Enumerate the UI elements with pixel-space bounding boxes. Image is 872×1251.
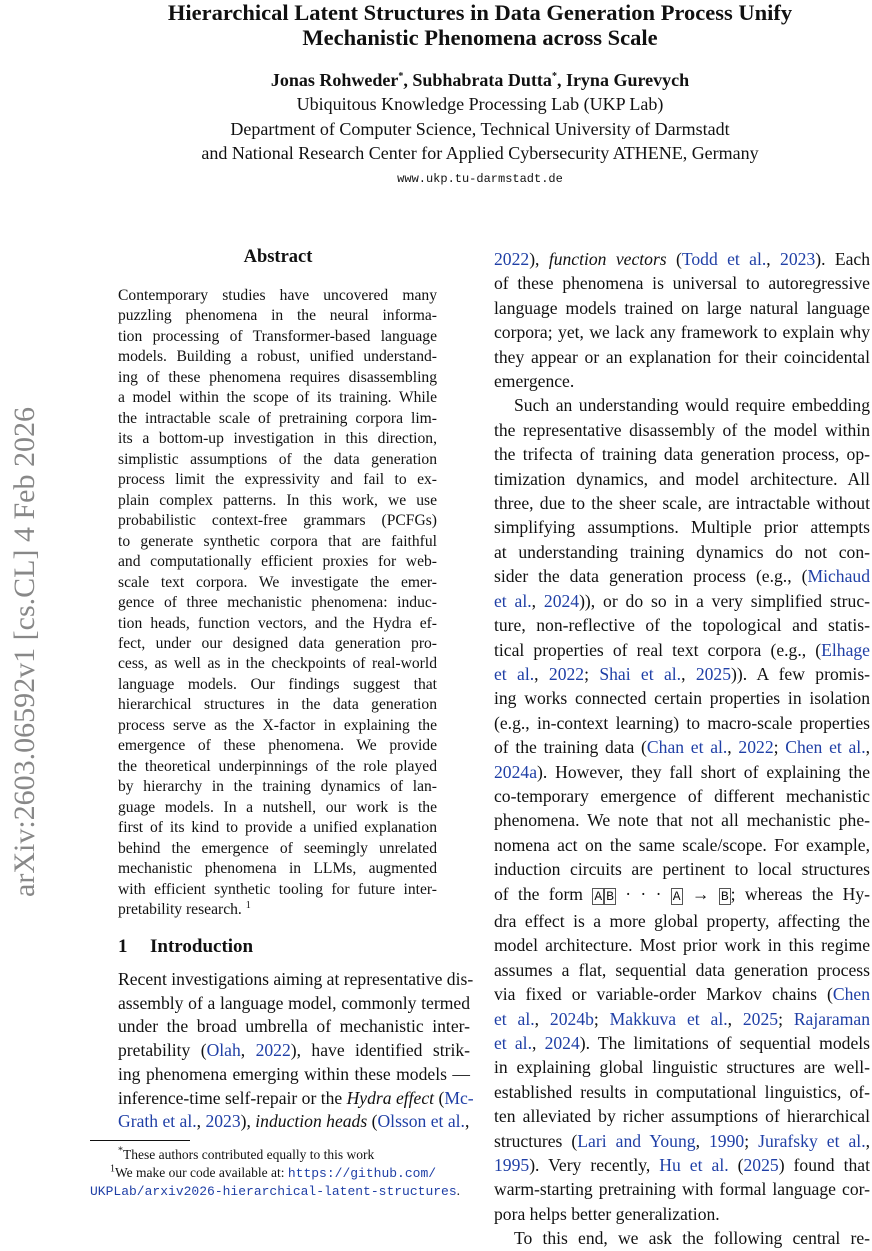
text-span: ; [593, 1008, 610, 1029]
text-line: tion processing of Transformer-based language [118, 327, 437, 345]
text-line: probabilistic context-free grammars (PCFGs) [118, 512, 437, 530]
text-span: ; [778, 1008, 794, 1029]
citation-link[interactable]: 1990 [709, 1130, 745, 1151]
author: , Iryna Gurevych [556, 70, 690, 90]
text-line: the theoretical underpinnings of the role played [118, 757, 437, 775]
text-span: , [695, 1130, 709, 1151]
text-span: , [766, 249, 781, 269]
text-line: gence of three mechanistic phenomena: induc- [118, 594, 437, 612]
text-line: three, due to the sheer scale, are intractable without [494, 493, 870, 514]
text-line: emergence of these phenomena. We provide [118, 737, 437, 755]
footnote-code [110, 1164, 436, 1182]
token-box: A [594, 888, 603, 904]
citation-link[interactable]: et al. [494, 1033, 532, 1053]
citation-link[interactable]: Chan et al. [646, 737, 728, 758]
text-span: sider the data generation process (e.g., ( [494, 566, 808, 587]
text-line: under the broad umbrella of mechanistic inter- [118, 1016, 470, 1037]
text-span: , [464, 1111, 470, 1132]
paper-title [60, 0, 872, 50]
text-line: guage models. In a nutshell, our work is the [118, 798, 437, 816]
citation-link[interactable]: 2022 [494, 249, 530, 269]
text-line: simplifying assumptions. Multiple prior attempts [494, 517, 870, 538]
section-heading-introduction [118, 936, 253, 958]
text-line: ture, non-reflective of the topological and statis- [494, 615, 870, 636]
italic-term: induction heads [255, 1111, 368, 1132]
text-span: structures ( [494, 1130, 578, 1151]
text-line: established results in computational linguistics, of- [494, 1081, 870, 1102]
text-line: with efficient synthetic tooling for future inter- [118, 880, 437, 898]
text-line: tion heads, function vectors, and the Hydra ef- [118, 614, 437, 632]
text-span: of the form [494, 883, 593, 904]
text-span: ( [367, 1111, 378, 1132]
footnote-equal-contribution [118, 1146, 374, 1163]
text-line [494, 735, 870, 759]
text-line: ing of these phenomena requires disassembling [118, 368, 437, 386]
citation-link[interactable]: 2022 [738, 737, 774, 758]
text-span: ). The limitations of sequential models [579, 1033, 870, 1053]
text-span: , [727, 737, 739, 758]
text-line: behind the emergence of seemingly unrelated [118, 839, 437, 857]
arxiv-stamp: arXiv:2603.06592v1 [cs.CL] 4 Feb 2026 [8, 407, 41, 897]
section-number: 1 [118, 936, 128, 957]
equal-contrib-mark: * [398, 71, 404, 82]
citation-link[interactable]: Olsson et al. [377, 1111, 465, 1132]
citation-link[interactable]: 2025 [743, 1155, 779, 1176]
text-span: ; [584, 663, 600, 684]
lab-url[interactable]: www.ukp.tu-darmstadt.de [397, 172, 563, 186]
text-line: Contemporary studies have uncovered many [118, 287, 437, 304]
footnote-mark: * [118, 1145, 123, 1157]
text-line: timization dynamics, and model architecture. All [494, 468, 870, 489]
citation-link[interactable]: Todd et al. [681, 249, 767, 269]
text-span: tical properties of real text corpora (e.g., ( [494, 639, 822, 660]
text-line: of these phenomena is universal to autoregressive [494, 273, 870, 294]
text-line: process serve as the X-factor in explaining the [118, 716, 437, 734]
footnote-text: We make our code available at: [115, 1165, 288, 1180]
author: Jonas Rohweder [270, 70, 399, 90]
author: , Subhabrata Dutta [403, 70, 552, 90]
citation-link[interactable]: 2025 [695, 663, 732, 684]
text-span: ). Each [815, 249, 871, 269]
text-span: inference-time self-repair or the [118, 1087, 347, 1108]
citation-link[interactable]: 2022 [255, 1040, 291, 1061]
text-line: model architecture. Most prior work in this regime [494, 935, 870, 956]
token-box: A [672, 888, 681, 904]
citation-link[interactable]: 2024 [544, 1033, 580, 1053]
text-span: , [531, 1033, 545, 1053]
text-line: simplistic assumptions of the data generation [118, 450, 437, 468]
text-span: , [534, 1008, 550, 1029]
text-span: ( [728, 1155, 744, 1176]
citation-link[interactable]: Jurafsky et al. [758, 1130, 866, 1151]
text-line: nomena act on the same scale/scope. For example, [494, 834, 870, 855]
text-line [118, 1087, 474, 1111]
text-span: )), or do so in a very simplified struc- [579, 590, 870, 611]
title-line: Hierarchical Latent Structures in Data Generation Process Unify [167, 0, 793, 25]
citation-link[interactable]: et al. [494, 590, 532, 611]
italic-term: Hydra effect [346, 1087, 435, 1108]
code-link[interactable]: UKPLab/arxiv2026-hierarchical-latent-structures [90, 1184, 457, 1199]
text-line [494, 760, 870, 784]
citation-link[interactable]: Lari and Young [577, 1130, 696, 1151]
text-span: pretability research. [118, 901, 246, 919]
text-line [494, 247, 870, 271]
citation-link[interactable]: 2022 [548, 663, 585, 684]
text-line [494, 638, 870, 662]
text-line: at understanding training dynamics do not con- [494, 541, 870, 562]
citation-link[interactable]: Chen et al. [785, 737, 866, 758]
text-line: (e.g., in-context learning) to macro-scale properties [494, 712, 870, 733]
text-line: emergence. [494, 371, 575, 392]
text-line: a model within the scope of its training. While [118, 389, 437, 407]
text-line [118, 1039, 470, 1063]
citation-link[interactable]: 2024 [543, 590, 580, 611]
text-line: ing works connected certain properties in isolation [494, 688, 870, 709]
citation-link[interactable]: Makkuva et al. [609, 1008, 728, 1029]
abstract-heading: Abstract [243, 247, 313, 267]
text-line [494, 589, 870, 613]
citation-link[interactable]: et al. [494, 1008, 535, 1029]
text-span: , [196, 1111, 206, 1132]
text-span: pretability ( [118, 1040, 207, 1061]
citation-link[interactable]: Mc- [444, 1087, 474, 1108]
abstract-body [118, 286, 437, 921]
text-line: corpora; yet, we lack any framework to explain why [494, 322, 870, 343]
text-line [494, 662, 870, 686]
text-line: the trifecta of training data generation process, op- [494, 444, 870, 465]
title-line: Mechanistic Phenomena across Scale [302, 25, 658, 50]
italic-term: function vectors [548, 249, 667, 269]
text-line [494, 1129, 870, 1153]
right-column-body [494, 247, 870, 1251]
citation-link[interactable]: 2023 [205, 1111, 241, 1132]
citation-link[interactable]: Elhage [821, 639, 870, 660]
token-box: B [606, 888, 614, 904]
text-line: pora helps better generalization. [494, 1203, 720, 1224]
text-span: of the training data ( [494, 737, 647, 758]
text-line [494, 882, 870, 909]
text-line: process limit the expressivity and fail to ex- [118, 471, 437, 489]
footnote-ref[interactable]: 1 [245, 899, 251, 911]
text-line [494, 982, 870, 1006]
text-span: ). However, they fall short of explaining the [537, 761, 870, 782]
text-line: first of its kind to provide a unified explanation [118, 819, 437, 837]
footnote-text: These authors contributed equally to this work [123, 1147, 375, 1162]
text-line: scale text corpora. We investigate the emer- [118, 573, 437, 591]
footnote-rule [90, 1140, 190, 1141]
text-line: in explaining global linguistic structures are well- [494, 1057, 870, 1078]
text-line [494, 1153, 870, 1177]
affiliation: Ubiquitous Knowledge Processing Lab (UKP Lab) [296, 94, 664, 114]
text-span: ; whereas the Hy- [730, 883, 870, 904]
text-line: cess, as well as in the checkpoints of real-world [118, 655, 437, 673]
citation-link[interactable]: et al. [494, 663, 535, 684]
section-title: Introduction [150, 936, 254, 957]
text-span: , [681, 663, 696, 684]
text-line: models. Building a robust, unified understand- [118, 348, 437, 366]
text-span: ), [529, 249, 549, 269]
text-line: puzzling phenomena in the neural informa- [118, 307, 437, 325]
text-line: assumes a flat, sequential data generation process [494, 959, 870, 980]
text-line [494, 1031, 870, 1055]
affiliation: and National Research Center for Applied Cybersecurity ATHENE, Germany [201, 143, 759, 163]
text-line: ing phenomena emerging within these models — [118, 1063, 470, 1084]
citation-link[interactable]: Grath et al. [118, 1111, 197, 1132]
authors [60, 70, 872, 91]
text-span: , [865, 1130, 871, 1151]
citation-link[interactable]: Michaud [807, 566, 870, 587]
text-line: fect, under our designed data generation pro- [118, 634, 437, 652]
citation-link[interactable]: Hu et al. [659, 1155, 729, 1176]
text-line: assembly of a language model, commonly termed [118, 992, 470, 1013]
citation-link[interactable]: Chen [832, 984, 870, 1005]
footnote-mark: 1 [110, 1163, 115, 1175]
footnote-text: . [456, 1183, 461, 1198]
text-line [118, 900, 437, 920]
text-line: its a bottom-up investigation in this direction, [118, 430, 437, 448]
token-box: B [720, 888, 729, 904]
citation-link[interactable]: Rajaraman [793, 1008, 871, 1029]
citation-link[interactable]: 2025 [742, 1008, 779, 1029]
code-link[interactable]: https://github.com/ [287, 1166, 437, 1181]
text-line: co-temporary emergence of different mechanistic [494, 785, 870, 806]
text-line: to generate synthetic corpora that are faithful [118, 532, 437, 550]
text-span: ), [240, 1111, 256, 1132]
citation-link[interactable]: 2023 [780, 249, 816, 269]
equal-contrib-mark: * [551, 71, 557, 82]
text-span: ). Very recently, [529, 1155, 660, 1176]
text-line: Such an understanding would require embedding [514, 395, 870, 416]
text-span: )). A few promis- [731, 663, 871, 684]
text-line: they appear or an explanation for their coincidental [494, 346, 870, 367]
text-line: warm-starting pretraining with formal language cor- [494, 1179, 870, 1200]
citation-link[interactable]: 2024a [494, 761, 537, 782]
text-span: ( [666, 249, 682, 269]
citation-link[interactable]: 1995 [494, 1155, 530, 1176]
text-span: via fixed or variable-order Markov chains ( [494, 984, 833, 1005]
text-line: the representative disassembly of the model within [494, 419, 870, 440]
text-line: by hierarchy in the training dynamics of lan- [118, 778, 437, 796]
text-line: hierarchical structures in the data generation [118, 696, 437, 714]
citation-link[interactable]: Shai et al. [599, 663, 682, 684]
text-line: ten alleviated by richer assumptions of hierarchical [494, 1106, 870, 1127]
text-span: · · · [615, 883, 671, 904]
text-span: ; [744, 1130, 759, 1151]
text-span: , [240, 1040, 256, 1061]
text-span: → [682, 883, 719, 904]
text-line: the intractable scale of pretraining corpora lim- [118, 409, 437, 427]
text-span: ; [773, 737, 786, 758]
text-line: phenomena. We note that not all mechanistic phe- [494, 810, 870, 831]
text-line: and computationally efficient proxies for web- [118, 553, 437, 571]
text-span: , [534, 663, 549, 684]
text-line: To this end, we ask the following central re- [514, 1228, 870, 1249]
text-line: language models trained on large natural language [494, 297, 870, 318]
text-line: plain complex patterns. In this work, we use [118, 491, 437, 509]
text-span: , [727, 1008, 743, 1029]
introduction-body [118, 968, 474, 1134]
text-line: Recent investigations aiming at representative dis- [118, 969, 474, 989]
text-line: dra effect is a more global property, affecting the [494, 910, 870, 931]
text-span: ), have identified strik- [290, 1040, 470, 1061]
text-span: ( [434, 1087, 445, 1108]
text-span: , [865, 737, 870, 758]
text-line: language models. Our findings suggest that [118, 675, 437, 693]
affiliation: Department of Computer Science, Technical University of Darmstadt [230, 119, 730, 139]
text-line [118, 1110, 470, 1134]
text-span: ) found that [778, 1155, 870, 1176]
text-line: mechanistic phenomena in LLMs, augmented [118, 860, 437, 878]
text-line: induction circuits are pertinent to local structures [494, 859, 870, 880]
footnote-code-cont [90, 1182, 460, 1200]
citation-link[interactable]: 2024b [549, 1008, 594, 1029]
text-line [494, 1007, 870, 1031]
text-line [494, 564, 870, 588]
text-span: , [531, 590, 544, 611]
citation-link[interactable]: Olah [206, 1040, 241, 1061]
